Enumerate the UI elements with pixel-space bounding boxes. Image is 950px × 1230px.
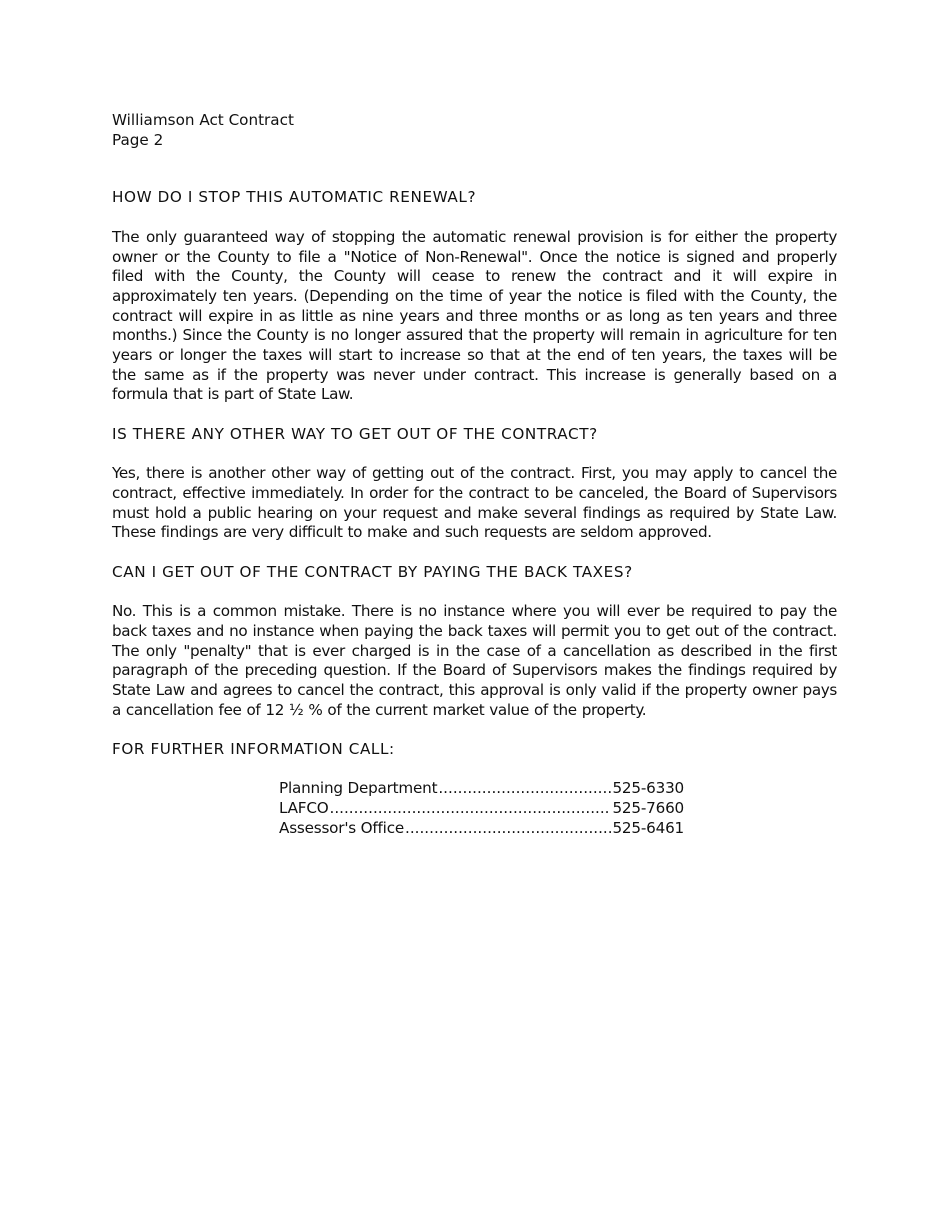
contact-name: LAFCO: [279, 799, 329, 818]
contact-name: Planning Department: [279, 779, 438, 798]
dot-leader: [438, 779, 611, 799]
contact-entry-lafco: [279, 799, 684, 819]
section-heading: HOW DO I STOP THIS AUTOMATIC RENEWAL?: [112, 188, 477, 207]
section-other-way-out: [112, 425, 837, 543]
contact-entry-planning: [279, 779, 684, 799]
document-title: Williamson Act Contract: [112, 111, 294, 129]
dot-leader: [330, 799, 612, 819]
section-heading: CAN I GET OUT OF THE CONTRACT BY PAYING THE BACK TAXES?: [112, 562, 633, 581]
dot-leader: [405, 819, 611, 839]
contact-entry-assessor: [279, 819, 684, 839]
document-page: [112, 111, 837, 839]
contact-phone: 525-6330: [612, 779, 684, 798]
contact-heading: FOR FURTHER INFORMATION CALL:: [112, 740, 395, 758]
section-body: No. This is a common mistake. There is no instance where you will ever be required to pay the back taxes and no instance when paying the back taxes will permit you to get out of the contract. The only "penalty" that is ever charged is in the case of a cancellation as described in the first paragraph of the preceding question. If the Board of Supervisors makes the findings required by State Law and agrees to cancel the contract, this approval is only valid if the property owner pays a cancellation fee of 12 ½ % of the current market value of the property.: [112, 602, 837, 719]
contact-phone: 525-7660: [612, 799, 684, 818]
contact-name: Assessor's Office: [279, 818, 404, 837]
section-back-taxes: [112, 563, 837, 721]
contact-phone: 525-6461: [612, 818, 684, 837]
section-stop-renewal: [112, 188, 837, 405]
section-heading: IS THERE ANY OTHER WAY TO GET OUT OF THE CONTRACT?: [112, 424, 598, 443]
contact-list: [279, 779, 684, 838]
section-body: The only guaranteed way of stopping the automatic renewal provision is for either the property owner or the County to file a "Notice of Non-Renewal". Once the notice is signed and properly filed with the County, the County will cease to renew the contract and it will expire in approximately ten years. (Depending on the time of year the notice is filed with the County, the contract will expire in as little as nine years and three months or as long as ten years and three months.) Since the County is no longer assured that the property will remain in agriculture for ten years or longer the taxes will start to increase so that at the end of ten years, the taxes will be the same as if the property was never under contract. This increase is generally based on a formula that is part of State Law.: [112, 227, 837, 404]
section-further-information: [112, 740, 837, 839]
section-body: Yes, there is another other way of getting out of the contract. First, you may apply to cancel the contract, effective immediately. In order for the contract to be canceled, the Board of Supervisors must hold a public hearing on your request and make several findings as required by State Law. These findings are very difficult to make and such requests are seldom approved.: [112, 464, 837, 542]
page-label: Page 2: [112, 130, 164, 149]
